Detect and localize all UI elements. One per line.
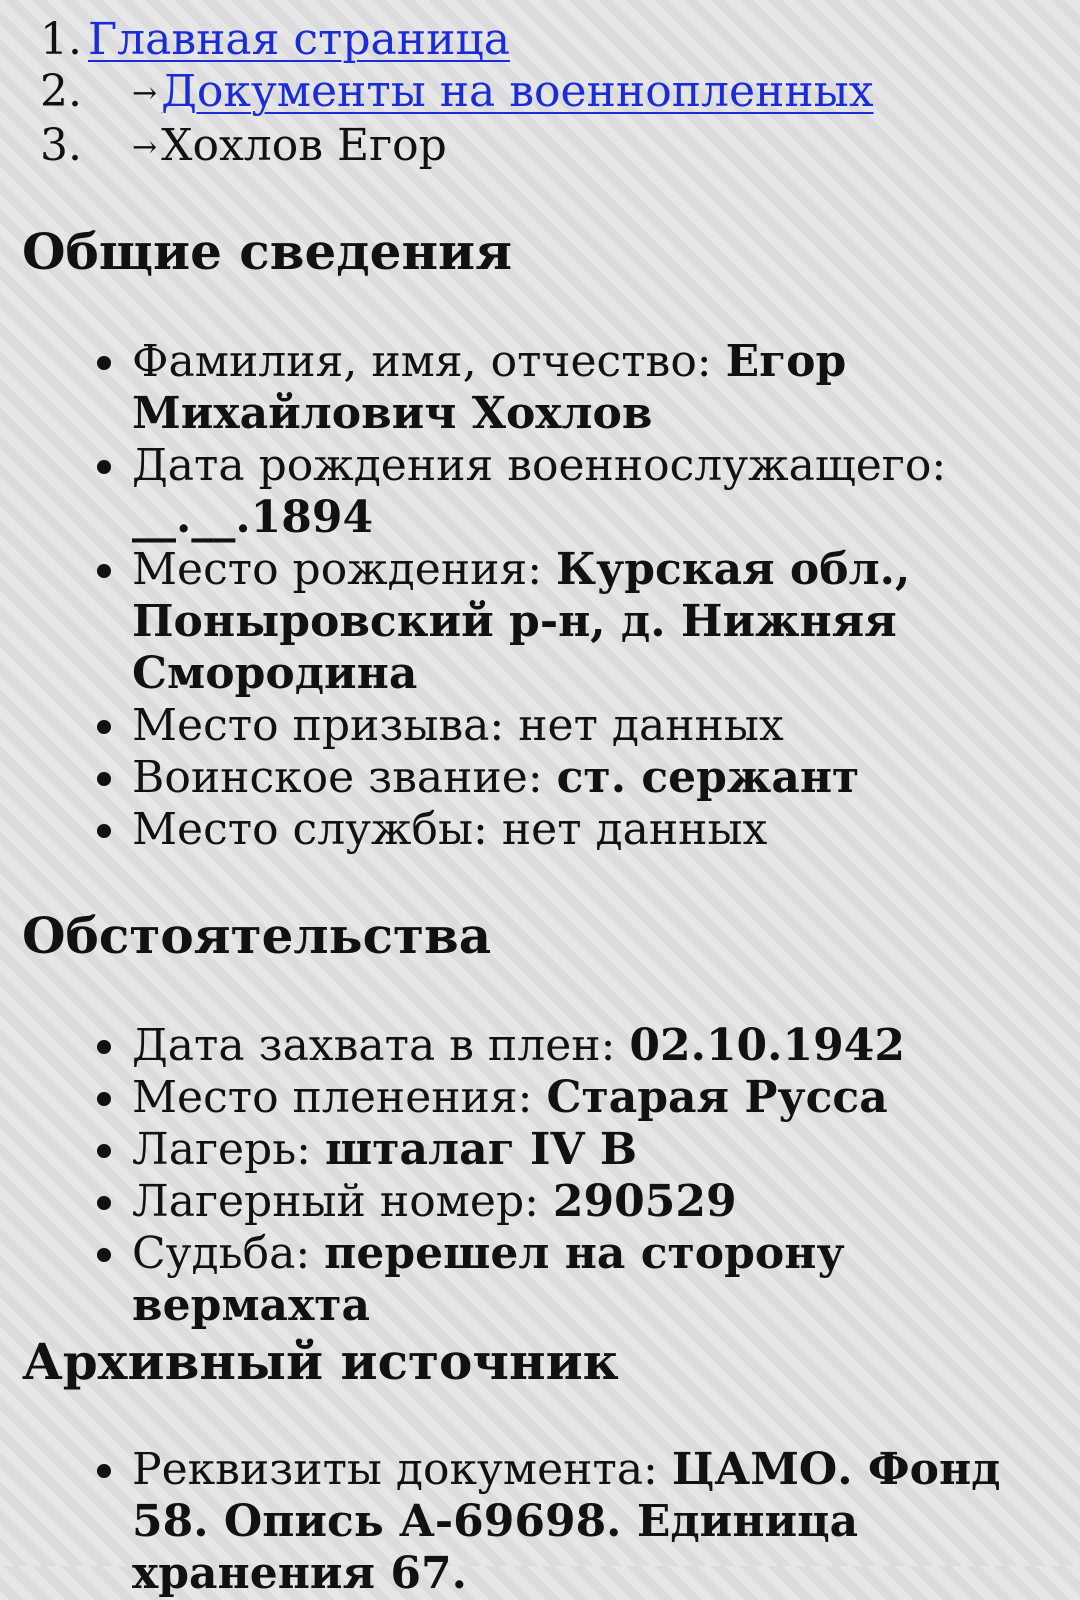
- fact-label: Место призыва: нет данных: [132, 700, 784, 751]
- fact-value: Егор Михайлович Хохлов: [132, 336, 847, 439]
- general-info-list: [0, 336, 1060, 856]
- list-item-camp: [0, 1124, 1060, 1176]
- fact-label: Дата захвата в плен:: [132, 1020, 630, 1071]
- list-item-camp-number: [0, 1176, 1060, 1228]
- fact-label: Место рождения:: [132, 544, 557, 595]
- fact-value: Курская обл., Поныровский р-н, д. Нижняя Смородина: [132, 544, 911, 699]
- fact-value: перешел на сторону вермахта: [132, 1228, 845, 1331]
- fact-label: Место пленения:: [132, 1072, 547, 1123]
- breadcrumb-link-home[interactable]: Главная страница: [88, 14, 510, 65]
- list-item-birth-place: [0, 544, 1060, 700]
- list-item-capture-date: [0, 1020, 1060, 1072]
- fact-label: Судьба:: [132, 1228, 325, 1279]
- breadcrumb: [0, 14, 874, 174]
- breadcrumb-number: 2.: [40, 66, 82, 117]
- list-item-capture-place: [0, 1072, 1060, 1124]
- fact-value: ЦАМО. Фонд 58. Опись А-69698. Единица хранения 67.: [132, 1444, 1001, 1599]
- breadcrumb-item-home: [0, 14, 874, 66]
- breadcrumb-number: 3.: [40, 120, 82, 171]
- fact-label: Реквизиты документа:: [132, 1444, 672, 1495]
- archive-source-list: [0, 1444, 1060, 1600]
- section-title-general: Общие сведения: [22, 222, 513, 281]
- list-item-birth-date: [0, 440, 1060, 544]
- fact-value: 02.10.1942: [629, 1020, 905, 1071]
- section-title-archive: Архивный источник: [22, 1332, 619, 1391]
- list-item-rank: [0, 752, 1060, 804]
- fact-value: шталаг IV B: [324, 1124, 638, 1175]
- fact-label: Место службы: нет данных: [132, 804, 768, 855]
- breadcrumb-item-pow-documents: [0, 66, 874, 120]
- fact-value: ст. сержант: [556, 752, 860, 803]
- arrow-right-icon: →: [132, 130, 158, 165]
- breadcrumb-link-pow-documents[interactable]: Документы на военнопленных: [161, 66, 874, 117]
- breadcrumb-current-label: Хохлов Егор: [161, 120, 447, 171]
- breadcrumb-item-current: [0, 120, 874, 174]
- fact-value: 290529: [552, 1176, 737, 1227]
- list-item-conscription-place: [0, 700, 1060, 752]
- list-item-full-name: [0, 336, 1060, 440]
- fact-value: __.__.1894: [132, 492, 374, 543]
- list-item-fate: [0, 1228, 1060, 1332]
- fact-label: Лагерь:: [132, 1124, 325, 1175]
- section-title-circumstances: Обстоятельства: [22, 906, 492, 965]
- fact-label: Фамилия, имя, отчество:: [132, 336, 726, 387]
- list-item-document-details: [0, 1444, 1060, 1600]
- fact-value: Старая Русса: [546, 1072, 888, 1123]
- arrow-right-icon: →: [132, 76, 158, 111]
- list-item-service-place: [0, 804, 1060, 856]
- fact-label: Дата рождения военнослужащего:: [132, 440, 947, 491]
- circumstances-list: [0, 1020, 1060, 1332]
- fact-label: Лагерный номер:: [132, 1176, 553, 1227]
- breadcrumb-number: 1.: [40, 14, 82, 65]
- fact-label: Воинское звание:: [132, 752, 557, 803]
